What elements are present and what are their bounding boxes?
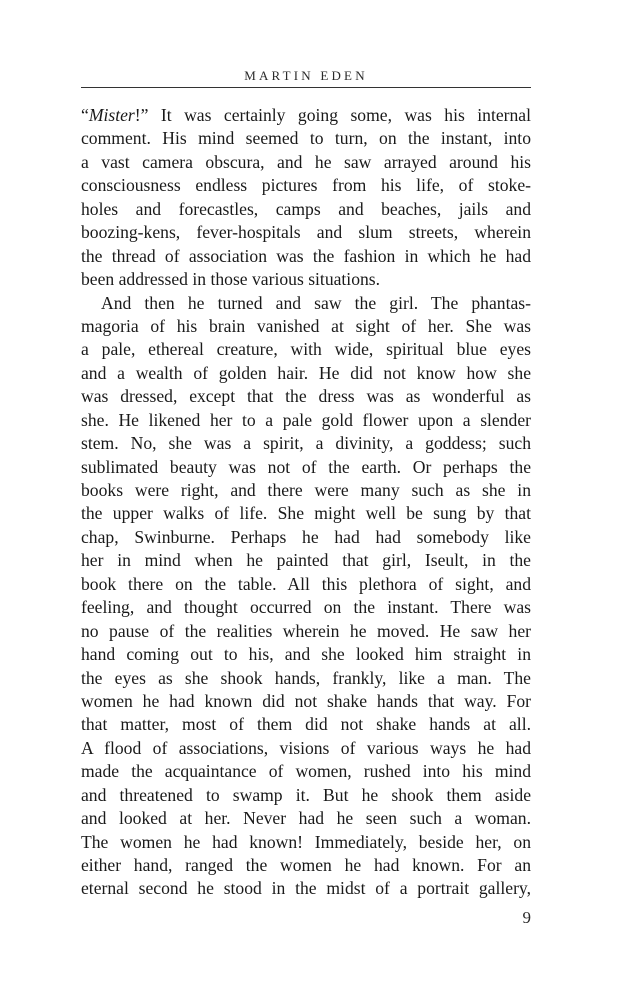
text-line: the eyes as she shook hands, frankly, like a man. The (81, 667, 531, 688)
text-line: holes and forecastles, camps and beaches, jails and (81, 198, 531, 219)
text-line: eternal second he stood in the midst of a portrait gallery, (81, 878, 531, 899)
text-line: and threatened to swamp it. But he shook them aside (81, 784, 531, 805)
emphasized-word: Mister (88, 105, 135, 125)
text-line: magoria of his brain vanished at sight of her. She was (81, 315, 531, 336)
text-line: comment. His mind seemed to turn, on the instant, into (81, 128, 531, 149)
text-line: chap, Swinburne. Perhaps he had had somebody like (81, 526, 531, 547)
header-rule (81, 87, 531, 88)
page-number: 9 (522, 908, 531, 927)
text-line: either hand, ranged the women he had known. For an (81, 855, 531, 875)
text-line: made the acquaintance of women, rushed into his mind (81, 761, 531, 782)
text-line: women he had known did not shake hands that way. For (81, 690, 531, 711)
text-line: book there on the table. All this plethora of sight, and (81, 573, 531, 594)
text-line: and a wealth of golden hair. He did not know how she (81, 362, 531, 383)
text-line: no pause of the realities wherein he moved. He saw her (81, 620, 531, 641)
text-line: a pale, ethereal creature, with wide, spiritual blue eyes (81, 339, 531, 360)
text-line: was dressed, except that the dress was as wonderful as (81, 386, 531, 407)
text-line: she. He likened her to a pale gold flower upon a slender (81, 409, 531, 430)
text-line: books were right, and there were many such as she in (81, 480, 531, 500)
text-line: stem. No, she was a spirit, a divinity, a goddess; such (81, 433, 531, 454)
text-line: feeling, and thought occurred on the instant. There was (81, 597, 531, 618)
opening-line-rest: !” It was certainly going some, was his internal (134, 105, 531, 125)
text-line: consciousness endless pictures from his life, of stoke- (81, 175, 531, 196)
text-line: A flood of associations, visions of various ways he had (81, 737, 531, 758)
opening-quote: “ (81, 105, 89, 125)
running-head: MARTIN EDEN (244, 68, 368, 83)
text-line: the thread of association was the fashion in which he had (81, 245, 531, 266)
text-line: hand coming out to his, and she looked him straight in (81, 644, 531, 665)
text-line: The women he had known! Immediately, beside her, on (81, 831, 531, 852)
text-line: boozing-kens, fever-hospitals and slum streets, wherein (81, 222, 531, 243)
text-line: and looked at her. Never had he seen such a woman. (81, 808, 531, 829)
text-line: been addressed in those various situations. (81, 269, 381, 290)
text-line: sublimated beauty was not of the earth. Or perhaps the (81, 456, 531, 477)
body-text (81, 104, 531, 901)
text-line: her in mind when he painted that girl, Iseult, in the (81, 550, 531, 571)
text-line: the upper walks of life. She might well be sung by that (81, 503, 531, 524)
text-line (81, 104, 531, 127)
book-page (81, 0, 531, 1000)
text-line: a vast camera obscura, and he saw arrayed around his (81, 151, 531, 172)
text-line: And then he turned and saw the girl. The phantas- (101, 292, 531, 313)
text-line: that matter, most of them did not shake hands at all. (81, 714, 531, 735)
